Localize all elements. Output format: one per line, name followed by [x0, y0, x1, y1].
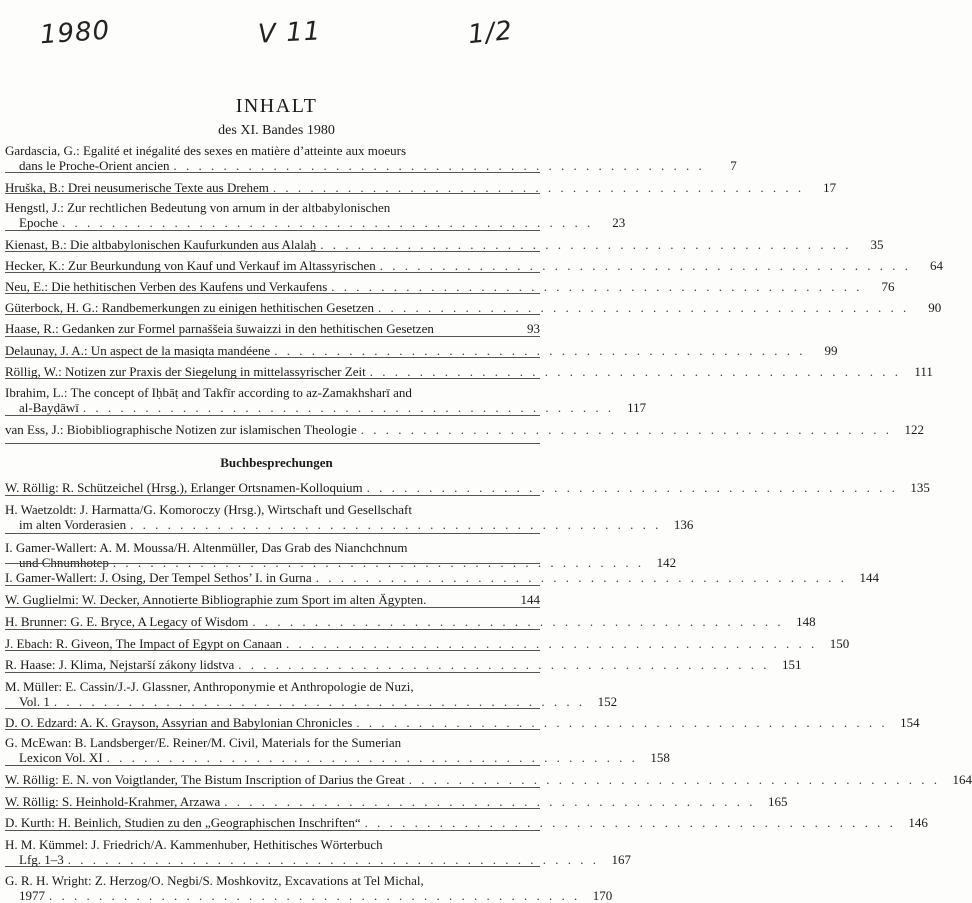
toc-entry-title: G. McEwan: B. Landsberger/E. Reiner/M. Civil, Materials for the Sumerian [5, 735, 402, 750]
dot-leader [220, 794, 755, 809]
toc-entry-continuation: dans le Proche-Orient ancien [19, 158, 170, 173]
toc-entry [5, 815, 928, 830]
dot-leader [50, 694, 585, 709]
divider-rule [5, 251, 540, 252]
divider-rule [5, 672, 540, 673]
toc-entry-continuation: im alten Vorderasien [19, 517, 127, 532]
toc-entry-continuation: 1977 [19, 888, 45, 903]
divider-rule [5, 193, 540, 194]
toc-entry-title: I. Gamer-Wallert: A. M. Moussa/H. Altenmüller, Das Grab des Nianchchnum [5, 540, 408, 555]
divider-rule [5, 443, 540, 444]
page-subtitle: des XI. Bandes 1980 [218, 123, 335, 138]
divider-rule [5, 629, 540, 630]
dot-leader [79, 400, 614, 415]
dot-leader [282, 636, 817, 651]
divider-rule [5, 585, 540, 586]
dot-leader [312, 570, 847, 585]
toc-page-number: 150 [829, 636, 850, 651]
toc-entry [5, 258, 943, 273]
dot-leader [58, 215, 593, 230]
dot-leader [352, 715, 887, 730]
toc-entry [5, 873, 613, 903]
dot-leader [363, 480, 898, 495]
toc-entry [5, 570, 879, 585]
toc-page-number: 136 [673, 517, 694, 532]
handwritten-part: 1/2 [466, 15, 515, 51]
toc-entry-title: W. Röllig: E. N. von Voigtlander, The Bistum Inscription of Darius the Great [5, 772, 405, 787]
toc-entry [5, 794, 788, 809]
toc-entry-title: Hecker, K.: Zur Beurkundung von Kauf und Verkauf im Altassyrischen [5, 258, 376, 273]
divider-rule [5, 830, 540, 831]
spacer [426, 592, 508, 607]
toc-page-number: 76 [881, 279, 895, 294]
toc-page-number: 152 [597, 694, 618, 709]
toc-entry-title: W. Guglielmi: W. Decker, Annotierte Bibliographie zum Sport im alten Ägypten. [5, 592, 427, 607]
divider-rule [5, 378, 540, 379]
dot-leader [45, 888, 580, 903]
toc-page-number: 158 [650, 750, 670, 765]
toc-page-number: 90 [928, 300, 942, 315]
toc-page-number: 144 [520, 592, 540, 607]
dot-leader [103, 750, 638, 765]
toc-entry-title: D. Kurth: H. Beinlich, Studien zu den „Geographischen Inschriften“ [5, 815, 361, 830]
toc-entry [5, 237, 884, 252]
toc-page-number: 17 [823, 180, 837, 195]
divider-rule [5, 230, 540, 231]
toc-entry-continuation: und Chnumhotep [19, 555, 109, 570]
toc-page-number: 117 [627, 400, 647, 415]
dot-leader [170, 158, 705, 173]
toc-entry [5, 735, 670, 765]
toc-entry-title: Kienast, B.: Die altbabylonischen Kaufurkunden aus Alalaḫ [5, 237, 317, 252]
toc-entry [5, 614, 816, 629]
page-title: INHALT [235, 95, 318, 117]
divider-rule [5, 650, 540, 651]
toc-entry [5, 343, 838, 358]
handwritten-year: 1980 [39, 15, 112, 51]
toc-entry [5, 364, 933, 379]
toc-entry [5, 540, 677, 570]
toc-page-number: 64 [930, 258, 943, 273]
toc-page-number: 167 [611, 852, 632, 867]
divider-rule [5, 272, 540, 273]
toc-page-number: 154 [900, 715, 920, 730]
dot-leader [64, 852, 599, 867]
divider-rule [5, 729, 540, 730]
toc-entry-continuation: Vol. 1 [19, 694, 50, 709]
toc-entry [5, 385, 647, 415]
toc-entry-title: Hruška, B.: Drei neusumerische Texte aus Drehem [5, 180, 269, 195]
toc-entry-title: Güterbock, H. G.: Randbemerkungen zu einigen hethitischen Gesetzen [5, 300, 374, 315]
dot-leader [405, 772, 940, 787]
divider-rule [5, 336, 540, 337]
toc-page-number: 148 [796, 614, 816, 629]
toc-entry [5, 636, 850, 651]
toc-entry [5, 592, 540, 607]
toc-page-number: 164 [952, 772, 972, 787]
divider-rule [5, 415, 540, 416]
toc-entry-title: H. Waetzoldt: J. Harmatta/G. Komoroczy (Hrsg.), Wirtschaft und Gesellschaft [5, 502, 412, 517]
divider-rule [5, 314, 540, 315]
divider-rule [5, 533, 540, 534]
toc-entry [5, 502, 694, 532]
toc-entry [5, 480, 930, 495]
dot-leader [126, 517, 661, 532]
toc-entry [5, 143, 737, 173]
toc-entry-continuation: Lfg. 1–3 [19, 852, 64, 867]
dot-leader [366, 364, 901, 379]
dot-leader [357, 422, 892, 437]
dot-leader [327, 279, 862, 294]
toc-entry [5, 657, 802, 672]
toc-entry [5, 772, 972, 787]
toc-entry-title: Ibrahim, L.: The concept of Iḥbāṭ and Takfīr according to az-Zamakhsharī and [5, 385, 412, 400]
toc-entry-title: H. Brunner: G. E. Bryce, A Legacy of Wisdom [5, 614, 249, 629]
toc-entry-title: Hengstl, J.: Zur rechtlichen Bedeutung von arnum in der altbabylonischen [5, 200, 391, 215]
dot-leader [374, 300, 909, 315]
toc-entry [5, 715, 920, 730]
toc-page-number: 23 [612, 215, 626, 230]
toc-entry-title: Gardascia, G.: Egalité et inégalité des sexes en matière d’atteinte aux moeurs [5, 143, 407, 158]
toc-entry-title: J. Ebach: R. Giveon, The Impact of Egypt on Canaan [5, 636, 283, 651]
toc-entry-title: D. O. Edzard: A. K. Grayson, Assyrian and Babylonian Chronicles [5, 715, 353, 730]
divider-rule [5, 866, 540, 867]
toc-page-number: 122 [904, 422, 925, 437]
dot-leader [361, 815, 896, 830]
toc-page-number: 170 [592, 888, 613, 903]
handwritten-volume: V 11 [257, 16, 322, 50]
section-heading-reviews: Buchbesprechungen [220, 455, 333, 470]
toc-page-number: 151 [782, 657, 802, 672]
divider-rule [5, 787, 540, 788]
toc-entry-title: van Ess, J.: Biobibliographische Notizen zur islamischen Theologie [5, 422, 357, 437]
toc-page-number: 144 [859, 570, 879, 585]
toc-entry-continuation: al-Bayḍāwī [19, 400, 79, 415]
toc-entry-title: G. R. H. Wright: Z. Herzog/O. Negbi/S. Moshkovitz, Excavations at Tel Michal, [5, 873, 424, 888]
dot-leader [316, 237, 851, 252]
dot-leader [376, 258, 911, 273]
dot-leader [270, 343, 805, 358]
toc-entry [5, 679, 618, 709]
toc-entry-title: Neu, E.: Die hethitischen Verben des Kaufens und Verkaufens [5, 279, 328, 294]
divider-rule [5, 765, 540, 766]
toc-entry [5, 837, 632, 867]
toc-entry-title: R. Haase: J. Klima, Nejstarší zákony lidstva [5, 657, 235, 672]
toc-entry [5, 200, 626, 230]
divider-rule [5, 607, 540, 608]
divider-rule [5, 172, 540, 173]
toc-entry-continuation: Lexicon Vol. XI [19, 750, 103, 765]
toc-page-number: 7 [730, 158, 737, 173]
toc-entry [5, 300, 942, 315]
toc-entry-title: Delaunay, J. A.: Un aspect de la masiqta mandéene [5, 343, 271, 358]
toc-page-number: 146 [908, 815, 928, 830]
toc-entry-title: W. Röllig: R. Schützeichel (Hrsg.), Erlanger Ortsnamen-Kolloquium [5, 480, 363, 495]
toc-page-number: 93 [527, 321, 540, 336]
divider-rule [5, 563, 540, 564]
dot-leader [234, 657, 769, 672]
toc-page-number: 111 [914, 364, 933, 379]
toc-page-number: 99 [824, 343, 838, 358]
toc-entry-title: W. Röllig: S. Heinhold-Krahmer, Arzawa [5, 794, 221, 809]
toc-entry-title: M. Müller: E. Cassin/J.-J. Glassner, Anthroponymie et Anthropologie de Nuzi, [5, 679, 414, 694]
dot-leader [248, 614, 783, 629]
toc-entry-title: H. M. Kümmel: J. Friedrich/A. Kammenhuber, Hethitisches Wörterbuch [5, 837, 383, 852]
divider-rule [5, 495, 540, 496]
toc-page-number: 165 [768, 794, 788, 809]
divider-rule [5, 708, 540, 709]
toc-entry [5, 279, 895, 294]
toc-page-number: 135 [910, 480, 930, 495]
divider-rule [5, 808, 540, 809]
toc-entry [5, 422, 925, 437]
toc-page-number: 35 [870, 237, 884, 252]
toc-entry-continuation: Epoche [19, 215, 58, 230]
toc-entry-title: I. Gamer-Wallert: J. Osing, Der Tempel Sethos’ I. in Gurna [5, 570, 312, 585]
toc-entry-title: Röllig, W.: Notizen zur Praxis der Siegelung in mittelassyrischer Zeit [5, 364, 366, 379]
toc-entry-title: Haase, R.: Gedanken zur Formel parnaššeia šuwaizzi in den hethitischen Gesetzen [5, 321, 434, 336]
toc-page-number: 142 [656, 555, 677, 570]
divider-rule [5, 357, 540, 358]
divider-rule [5, 293, 540, 294]
spacer [434, 321, 508, 336]
toc-entry [5, 321, 540, 336]
